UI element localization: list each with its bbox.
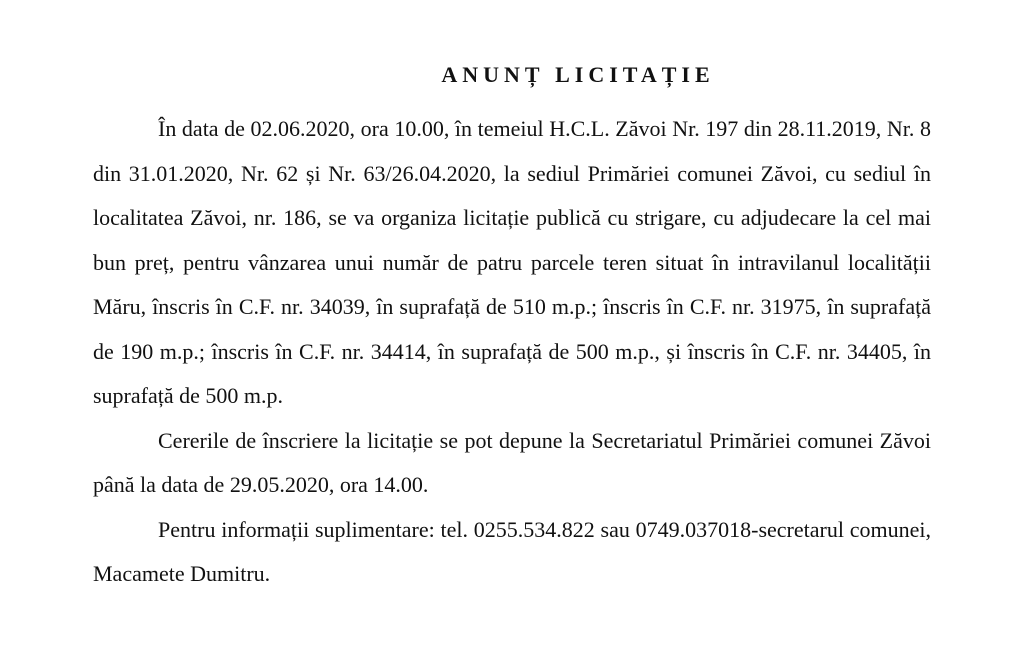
paragraph-contact-info: Pentru informații suplimentare: tel. 0255.534.822 sau 0749.037018-secretarul comunei, Macamete Dumitru. bbox=[93, 516, 931, 586]
announcement-title: ANUNȚ LICITAȚIE bbox=[441, 62, 715, 87]
paragraph-registration: Cererile de înscriere la licitație se pot depune la Secretariatul Primăriei comunei Zăvoi până la data de 29.05.2020, ora 14.00. bbox=[93, 427, 931, 497]
announcement-body bbox=[93, 107, 931, 597]
paragraph-auction-details: În data de 02.06.2020, ora 10.00, în temeiul H.C.L. Zăvoi Nr. 197 din 28.11.2019, Nr. 8 din 31.01.2020, Nr. 62 și Nr. 63/26.04.2020, la sediul Primăriei comunei Zăvoi, cu sediul în localitatea Zăvoi, nr. 186, se va organiza licitație publică cu strigare, cu adjudecare la cel mai bun preț, pentru vânzarea unui număr de patru parcele teren situat în intravilanul localității Măru, înscris în C.F. nr. 34039, în suprafață de 510 m.p.; înscris în C.F. nr. 31975, în suprafață de 190 m.p.; înscris în C.F. nr. 34414, în suprafață de 500 m.p., și înscris în C.F. nr. 34405, în suprafață de 500 m.p. bbox=[93, 116, 931, 408]
